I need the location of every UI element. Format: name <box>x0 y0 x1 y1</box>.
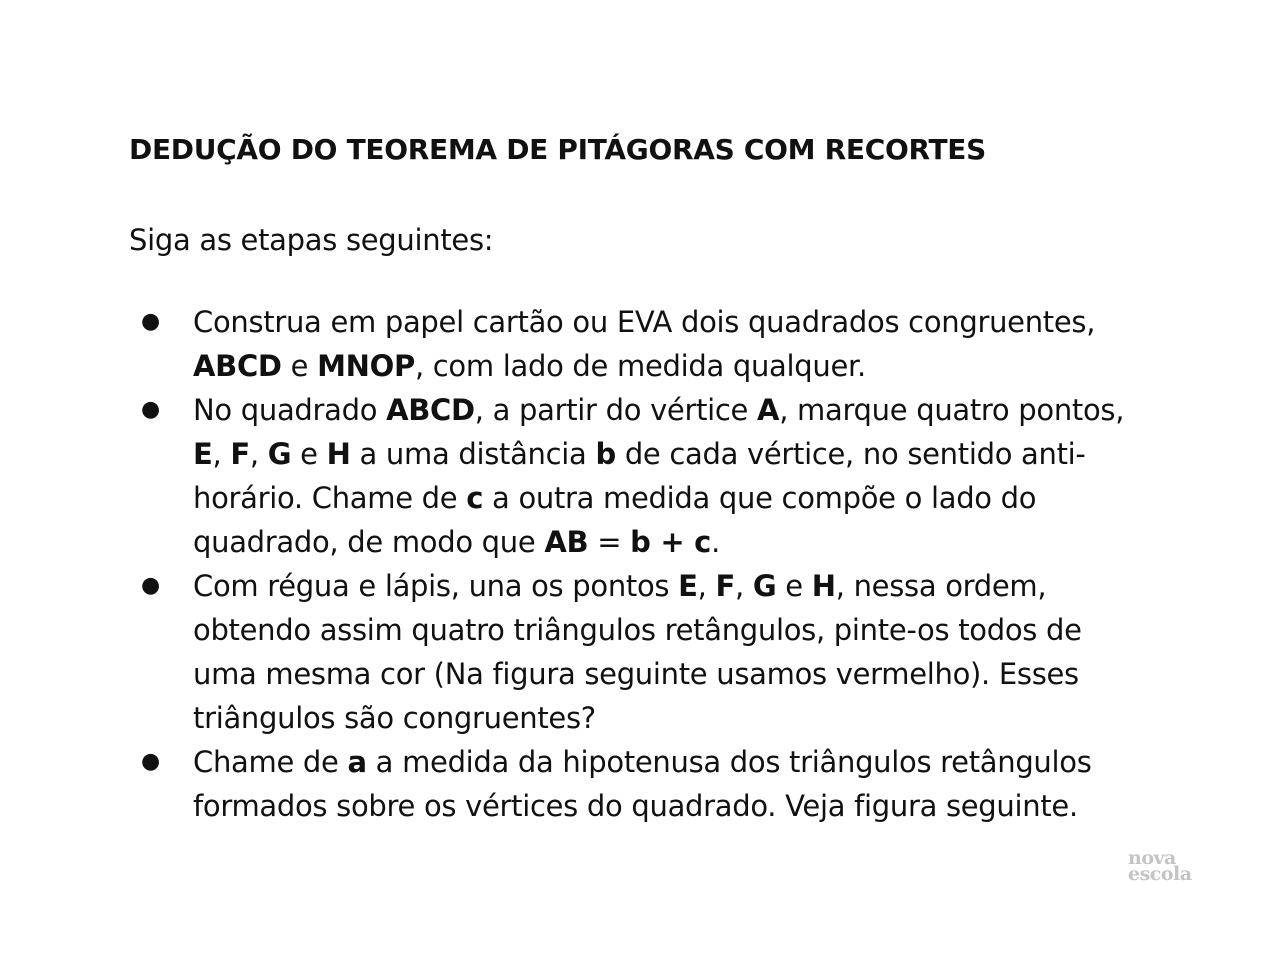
step-text: de cada vértice, no sentido anti-horário. Chame de <box>193 437 1086 515</box>
step-text: a uma distância <box>350 437 596 471</box>
step-text: , com lado de medida qualquer. <box>414 349 866 383</box>
step-item <box>0 300 1153 388</box>
step-text: , <box>697 569 716 603</box>
step-bold-text: AB <box>544 525 589 559</box>
step-bold-text: G <box>267 437 292 471</box>
step-text: , a partir do vértice <box>474 393 758 427</box>
step-text: , nessa ordem, obtendo assim quatro triângulos retângulos, pinte-os todos de uma mesma cor (Na figura seguinte usamos vermelho). Esses triângulos são congruentes? <box>193 569 1082 735</box>
step-bold-text: E <box>193 437 213 471</box>
bullet-icon: ● <box>141 309 160 334</box>
bullet-icon: ● <box>141 749 160 774</box>
step-item <box>0 740 1153 828</box>
step-bold-text: b <box>595 437 616 471</box>
step-bold-text: ABCD <box>193 349 282 383</box>
logo-line-2: escola <box>1128 863 1192 885</box>
step-bold-text: b + c <box>630 525 712 559</box>
step-bold-text: H <box>811 569 836 603</box>
step-item <box>0 564 1153 740</box>
step-text: = <box>588 525 631 559</box>
step-text: , <box>212 437 231 471</box>
step-text: Construa em papel cartão ou EVA dois quadrados congruentes, <box>193 305 1096 339</box>
step-text: , <box>249 437 268 471</box>
step-bold-text: F <box>230 437 250 471</box>
step-text: a outra medida que compõe o lado do quadrado, de modo que <box>193 481 1037 559</box>
step-text: . <box>711 525 720 559</box>
step-bold-text: A <box>757 393 780 427</box>
step-bold-text: E <box>678 569 698 603</box>
step-text: Chame de <box>193 745 348 779</box>
intro-text: Siga as etapas seguintes: <box>129 223 494 257</box>
step-bold-text: MNOP <box>317 349 415 383</box>
step-bold-text: G <box>752 569 777 603</box>
step-text: e <box>776 569 812 603</box>
step-item <box>0 388 1153 564</box>
step-text: No quadrado <box>193 393 387 427</box>
step-text: e <box>291 437 327 471</box>
step-text: , <box>735 569 753 603</box>
step-text: e <box>281 349 318 383</box>
step-bold-text: F <box>715 569 736 603</box>
step-text: , marque quatro pontos, <box>779 393 1125 427</box>
step-bold-text: a <box>347 745 367 779</box>
logo-line-1: nova <box>1128 847 1176 869</box>
bullet-icon: ● <box>141 397 160 422</box>
step-text: Com régua e lápis, una os pontos <box>193 569 679 603</box>
steps-list <box>0 300 1280 828</box>
step-text: a medida da hipotenusa dos triângulos retângulos formados sobre os vértices do quadrado. Veja figura seguinte. <box>193 745 1092 823</box>
step-bold-text: H <box>326 437 351 471</box>
page-title: DEDUÇÃO DO TEOREMA DE PITÁGORAS COM RECORTES <box>129 133 986 166</box>
step-bold-text: ABCD <box>386 393 475 427</box>
bullet-icon: ● <box>141 573 160 598</box>
step-bold-text: c <box>466 481 484 515</box>
nova-escola-logo <box>1128 847 1192 885</box>
